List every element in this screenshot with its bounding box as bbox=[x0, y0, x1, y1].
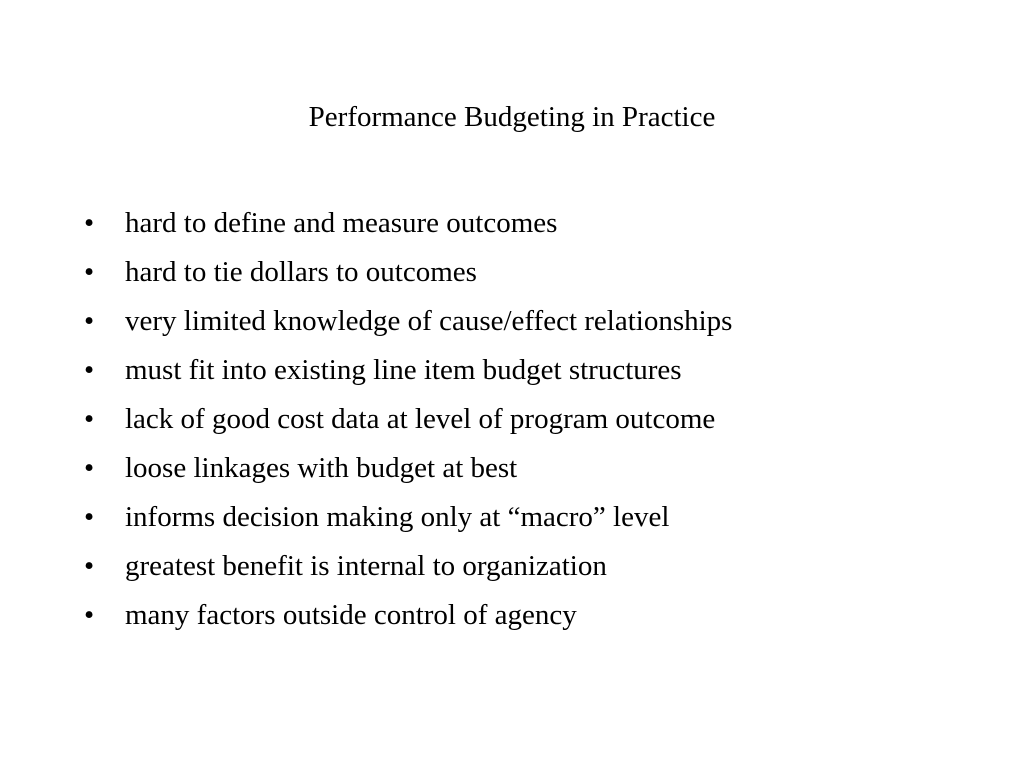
bullet-icon: • bbox=[84, 207, 95, 239]
bullet-text: informs decision making only at “macro” level bbox=[125, 501, 670, 533]
bullet-text: must fit into existing line item budget structures bbox=[125, 354, 682, 386]
bullet-text: lack of good cost data at level of program outcome bbox=[125, 403, 716, 435]
bullet-text: hard to tie dollars to outcomes bbox=[125, 256, 477, 288]
list-item bbox=[84, 546, 984, 595]
bullet-icon: • bbox=[84, 550, 95, 582]
bullet-list bbox=[84, 203, 984, 644]
bullet-icon: • bbox=[84, 305, 95, 337]
list-item bbox=[84, 350, 984, 399]
list-item bbox=[84, 252, 984, 301]
bullet-text: hard to define and measure outcomes bbox=[125, 207, 558, 239]
bullet-text: many factors outside control of agency bbox=[125, 599, 577, 631]
bullet-icon: • bbox=[84, 354, 95, 386]
slide-title: Performance Budgeting in Practice bbox=[308, 101, 716, 133]
list-item bbox=[84, 301, 984, 350]
list-item bbox=[84, 203, 984, 252]
list-item bbox=[84, 448, 984, 497]
bullet-icon: • bbox=[84, 501, 95, 533]
bullet-text: greatest benefit is internal to organization bbox=[125, 550, 607, 582]
bullet-icon: • bbox=[84, 256, 95, 288]
bullet-icon: • bbox=[84, 452, 95, 484]
bullet-icon: • bbox=[84, 403, 95, 435]
bullet-text: very limited knowledge of cause/effect relationships bbox=[125, 305, 733, 337]
bullet-text: loose linkages with budget at best bbox=[125, 452, 518, 484]
list-item bbox=[84, 497, 984, 546]
list-item bbox=[84, 595, 984, 644]
bullet-icon: • bbox=[84, 599, 95, 631]
list-item bbox=[84, 399, 984, 448]
